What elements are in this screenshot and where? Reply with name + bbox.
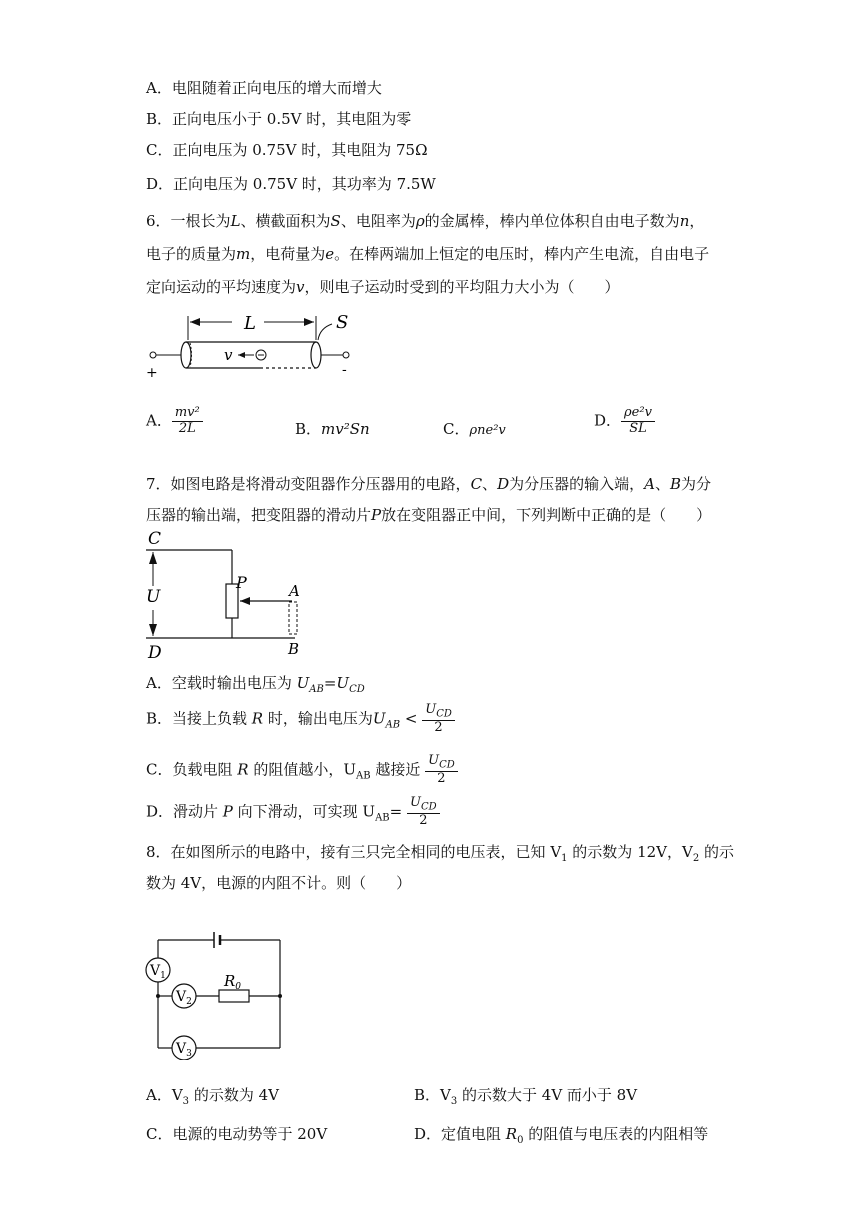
q6-text: 电子的质量为 bbox=[146, 245, 237, 263]
expr-U: U bbox=[296, 674, 310, 692]
fig-label-A: A bbox=[289, 582, 300, 600]
sub-3: 3 bbox=[182, 1096, 190, 1107]
q6-text: 定向运动的平均速度为 bbox=[146, 278, 297, 296]
q6-rod-figure bbox=[140, 306, 360, 386]
fig-plus: + bbox=[146, 365, 158, 381]
var-P: P bbox=[371, 506, 382, 524]
q7-line-1 bbox=[146, 473, 711, 494]
option-text: 的阻值越小，U bbox=[248, 760, 356, 779]
frac-num-U: U bbox=[410, 795, 421, 810]
q8-voltmeter-figure bbox=[140, 924, 290, 1060]
option-text: B．V bbox=[414, 1086, 451, 1104]
q6-option-c bbox=[443, 418, 506, 439]
q7-text: 为分压器的输入端， bbox=[509, 475, 645, 493]
var-m: m bbox=[236, 245, 251, 263]
option-label: C． bbox=[443, 420, 470, 438]
q8-text: 的示数为 12V，V bbox=[567, 843, 693, 861]
var-R: R bbox=[505, 1125, 518, 1143]
sub-AB: AB bbox=[309, 684, 324, 695]
q6-number: 6． bbox=[146, 212, 171, 230]
q7-option-d bbox=[146, 796, 440, 829]
q5-option-d: D．正向电压为 0.75V 时，其功率为 7.5W bbox=[146, 175, 436, 193]
q6-option-b bbox=[295, 418, 370, 439]
q8-option-d bbox=[414, 1123, 708, 1146]
q7-text: 压器的输出端，把变阻器的滑动片 bbox=[146, 506, 372, 524]
sub-AB: AB bbox=[355, 770, 371, 782]
var-R: R bbox=[251, 709, 264, 728]
q8-text: 在如图所示的电路中，接有三只完全相同的电压表，已知 V bbox=[170, 843, 562, 861]
q7-line-2 bbox=[146, 504, 711, 525]
q7-text: 、 bbox=[654, 475, 670, 493]
fig-minus: - bbox=[342, 362, 347, 378]
expr-c: ρne²v bbox=[469, 423, 506, 438]
q6-text: ， bbox=[689, 212, 705, 230]
q8-line-1 bbox=[146, 841, 734, 864]
option-text: 越接近 bbox=[370, 760, 421, 779]
fig-label-P: P bbox=[236, 573, 247, 592]
q7-text: 放在变阻器正中间，下列判断中正确的是（ ） bbox=[381, 506, 712, 524]
option-text: D．滑动片 bbox=[146, 802, 223, 821]
frac-den: SL bbox=[629, 420, 647, 436]
fig-v2: $V_2$ bbox=[176, 989, 192, 1007]
fig-v1: $V_1$ bbox=[150, 963, 166, 981]
q6-text: ，电荷量为 bbox=[250, 245, 326, 263]
frac-num-sub: CD bbox=[420, 801, 437, 813]
fig-label-v: v bbox=[224, 346, 233, 364]
sub-0: 0 bbox=[517, 1135, 524, 1146]
fig-label-B: B bbox=[288, 640, 300, 658]
q6-text: ，则电子运动时受到的平均阻力大小为（ ） bbox=[304, 278, 620, 296]
q7-option-b bbox=[146, 703, 455, 736]
option-text: 的示数大于 4V 而小于 8V bbox=[457, 1086, 638, 1104]
option-text: D．定值电阻 bbox=[414, 1125, 506, 1143]
frac-ucd-2 bbox=[422, 703, 455, 736]
fig-r0: $R_0$ bbox=[224, 972, 242, 992]
q6-option-a bbox=[146, 406, 203, 437]
fig-v3: $V_3$ bbox=[176, 1041, 192, 1059]
fig-label-C: C bbox=[148, 529, 162, 549]
q5-option-b: B．正向电压小于 0.5V 时，其电阻为零 bbox=[146, 110, 412, 128]
sub-AB: AB bbox=[385, 719, 401, 731]
option-text: B．当接上负载 bbox=[146, 709, 252, 728]
option-text: 向下滑动，可实现 U bbox=[232, 802, 376, 821]
expr-U: U bbox=[372, 709, 386, 728]
q6-text: 一根长为 bbox=[170, 212, 231, 230]
frac-a bbox=[172, 406, 203, 437]
q6-text: 。在棒两端加上恒定的电压时，棒内产生电流，自由电子 bbox=[334, 245, 710, 263]
eq-sign: = bbox=[389, 802, 403, 821]
sub-2: 2 bbox=[692, 853, 700, 864]
frac-ucd-2 bbox=[407, 796, 440, 829]
q8-text: 的示 bbox=[699, 843, 734, 861]
frac-num-sub: CD bbox=[439, 759, 455, 771]
frac-num-U: U bbox=[425, 702, 437, 717]
lt-sign: < bbox=[400, 709, 418, 728]
frac-ucd-2 bbox=[425, 754, 458, 787]
q7-number: 7． bbox=[146, 475, 171, 493]
q7-text: 如图电路是将滑动变阻器作分压器用的电路， bbox=[170, 475, 471, 493]
fig-label-L: L bbox=[244, 313, 256, 334]
frac-den: 2 bbox=[434, 720, 443, 736]
option-text: C．负载电阻 bbox=[146, 760, 238, 779]
q7-text: 为分 bbox=[681, 475, 712, 493]
var-rho: ρ bbox=[415, 212, 425, 230]
q6-line-3 bbox=[146, 276, 620, 297]
sub-1: 1 bbox=[561, 853, 568, 864]
frac-num-sub: CD bbox=[436, 708, 452, 720]
q5-option-c: C．正向电压为 0.75V 时，其电阻为 75Ω bbox=[146, 141, 428, 159]
expr-b: mv²Sn bbox=[321, 420, 370, 438]
var-C: C bbox=[470, 475, 483, 493]
option-text: 的示数为 4V bbox=[189, 1086, 279, 1104]
frac-den: 2 bbox=[419, 813, 428, 829]
frac-d bbox=[621, 406, 655, 437]
q8-number: 8． bbox=[146, 843, 171, 861]
var-A: A bbox=[644, 475, 655, 493]
option-text: A．空载时输出电压为 bbox=[146, 674, 297, 692]
var-S: S bbox=[330, 212, 341, 230]
var-e: e bbox=[325, 245, 335, 263]
sub-3: 3 bbox=[450, 1096, 458, 1107]
option-label: B． bbox=[295, 420, 322, 438]
fig-label-S: S bbox=[336, 312, 349, 333]
var-L: L bbox=[230, 212, 241, 230]
frac-num: ρe²v bbox=[621, 406, 655, 422]
fig-label-U: U bbox=[146, 587, 161, 607]
option-text: 的阻值与电压表的内阻相等 bbox=[523, 1125, 709, 1143]
q6-line-1 bbox=[146, 210, 704, 231]
q8-option-b bbox=[414, 1084, 637, 1107]
q8-option-a bbox=[146, 1084, 279, 1107]
frac-num: mv² bbox=[172, 406, 203, 422]
var-v: v bbox=[296, 278, 305, 296]
option-text: 时，输出电压为 bbox=[263, 709, 373, 728]
q8-line-2: 数为 4V，电源的内阻不计。则（ ） bbox=[146, 874, 412, 892]
q6-line-2 bbox=[146, 243, 709, 264]
q7-divider-figure bbox=[140, 528, 320, 662]
var-R: R bbox=[237, 760, 249, 779]
q6-text: 、横截面积为 bbox=[240, 212, 331, 230]
option-label: D． bbox=[594, 411, 622, 430]
sub-CD: CD bbox=[349, 684, 365, 695]
q7-option-a bbox=[146, 672, 365, 695]
frac-den: 2L bbox=[178, 420, 196, 436]
q5-option-a: A．电阻随着正向电压的增大而增大 bbox=[146, 79, 382, 97]
q6-text: 的金属棒，棒内单位体积自由电子数为 bbox=[424, 212, 680, 230]
frac-den: 2 bbox=[437, 771, 446, 787]
var-B: B bbox=[669, 475, 681, 493]
q7-option-c bbox=[146, 754, 458, 787]
option-label: A． bbox=[146, 411, 172, 430]
option-text: A．V bbox=[146, 1086, 183, 1104]
q8-option-c: C．电源的电动势等于 20V bbox=[146, 1125, 328, 1143]
q6-text: 、电阻率为 bbox=[340, 212, 416, 230]
fig-label-D: D bbox=[148, 643, 162, 662]
var-D: D bbox=[497, 475, 510, 493]
expr-eq: =U bbox=[323, 674, 350, 692]
frac-num-U: U bbox=[428, 753, 440, 768]
var-P: P bbox=[222, 802, 233, 821]
sub-AB: AB bbox=[375, 812, 390, 824]
q6-option-d bbox=[594, 406, 655, 437]
var-n: n bbox=[679, 212, 690, 230]
q7-text: 、 bbox=[482, 475, 498, 493]
